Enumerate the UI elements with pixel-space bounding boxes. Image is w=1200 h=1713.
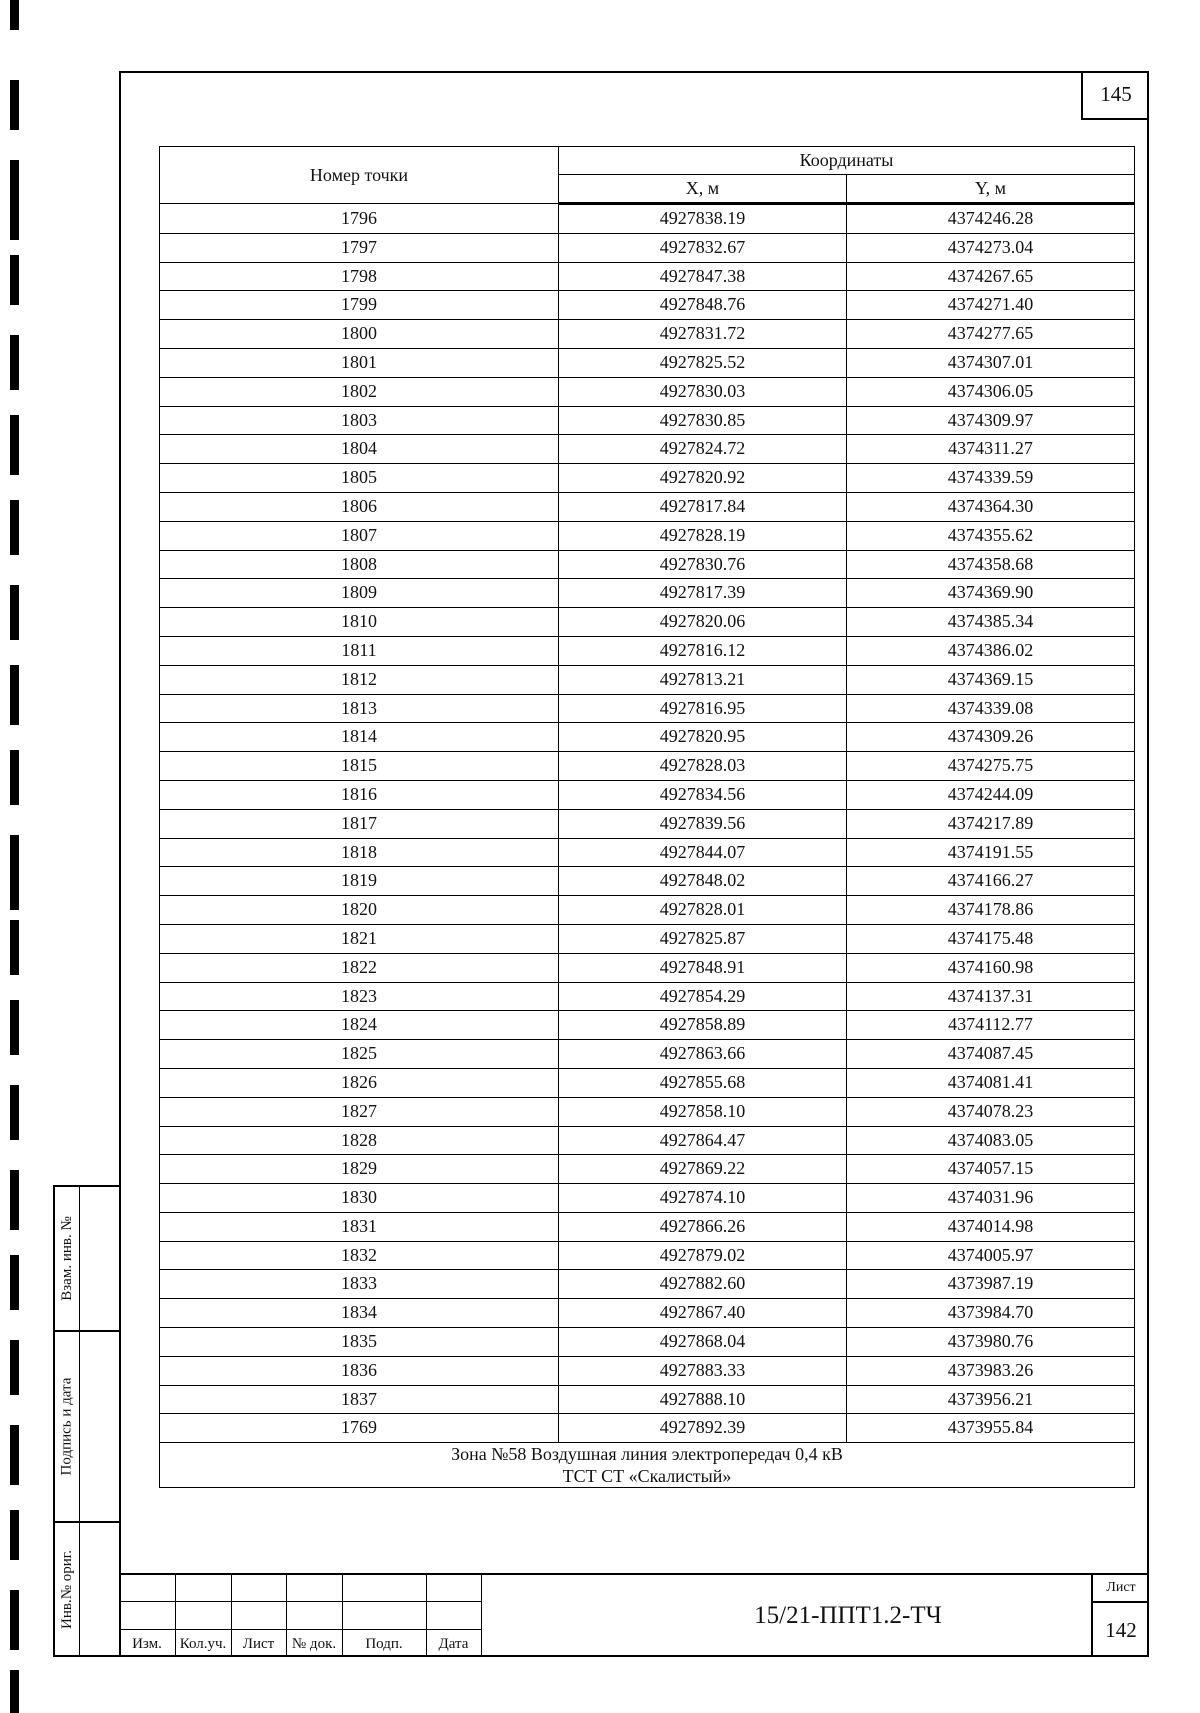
table-row [160, 262, 1135, 291]
point-number-cell: 1817 [160, 809, 559, 838]
y-coordinate-cell: 4374191.55 [847, 838, 1135, 867]
y-coordinate-cell: 4374217.89 [847, 809, 1135, 838]
x-coordinate-cell: 4927831.72 [559, 320, 847, 349]
y-coordinate-cell: 4373980.76 [847, 1328, 1135, 1357]
point-number-cell: 1811 [160, 636, 559, 665]
table-row [160, 982, 1135, 1011]
y-coordinate-cell: 4374355.62 [847, 521, 1135, 550]
point-number-cell: 1824 [160, 1011, 559, 1040]
table-row [160, 377, 1135, 406]
table-row [160, 1068, 1135, 1097]
x-coordinate-cell: 4927858.89 [559, 1011, 847, 1040]
x-coordinate-cell: 4927828.19 [559, 521, 847, 550]
y-coordinate-cell: 4374369.15 [847, 665, 1135, 694]
point-number-cell: 1826 [160, 1068, 559, 1097]
table-row [160, 291, 1135, 320]
y-coordinate-cell: 4374309.26 [847, 723, 1135, 752]
x-coordinate-cell: 4927816.12 [559, 636, 847, 665]
y-coordinate-cell: 4374307.01 [847, 348, 1135, 377]
point-number-cell: 1806 [160, 492, 559, 521]
x-coordinate-cell: 4927830.03 [559, 377, 847, 406]
y-coordinate-cell: 4374267.65 [847, 262, 1135, 291]
table-row [160, 406, 1135, 435]
stamp-inv-orig [53, 1521, 119, 1657]
table-row [160, 1011, 1135, 1040]
sheet-number: 142 [1105, 1617, 1137, 1642]
table-row [160, 723, 1135, 752]
header-coordinates: Координаты [559, 147, 1135, 175]
point-number-cell: 1799 [160, 291, 559, 320]
table-row [160, 1040, 1135, 1069]
header-y: Y, м [847, 175, 1135, 204]
y-coordinate-cell: 4374057.15 [847, 1155, 1135, 1184]
table-row [160, 953, 1135, 982]
table-row [160, 521, 1135, 550]
x-coordinate-cell: 4927824.72 [559, 435, 847, 464]
y-coordinate-cell: 4374246.28 [847, 204, 1135, 234]
zone-caption-line2: ТСТ СТ «Скалистый» [562, 1466, 732, 1487]
y-coordinate-cell: 4374175.48 [847, 924, 1135, 953]
y-coordinate-cell: 4374005.97 [847, 1241, 1135, 1270]
y-coordinate-cell: 4374244.09 [847, 780, 1135, 809]
col-list: Лист [242, 1636, 275, 1652]
table-row [160, 320, 1135, 349]
table-row [160, 1212, 1135, 1241]
point-number-cell: 1800 [160, 320, 559, 349]
table-row [160, 1385, 1135, 1414]
point-number-cell: 1834 [160, 1299, 559, 1328]
point-number-cell: 1812 [160, 665, 559, 694]
y-coordinate-cell: 4374339.59 [847, 464, 1135, 493]
table-row [160, 1126, 1135, 1155]
x-coordinate-cell: 4927825.52 [559, 348, 847, 377]
table-row [160, 550, 1135, 579]
y-coordinate-cell: 4374273.04 [847, 233, 1135, 262]
y-coordinate-cell: 4374358.68 [847, 550, 1135, 579]
point-number-cell: 1821 [160, 924, 559, 953]
table-row [160, 464, 1135, 493]
x-coordinate-cell: 4927834.56 [559, 780, 847, 809]
x-coordinate-cell: 4927838.19 [559, 204, 847, 234]
point-number-cell: 1818 [160, 838, 559, 867]
y-coordinate-cell: 4374275.75 [847, 752, 1135, 781]
point-number-cell: 1796 [160, 204, 559, 234]
x-coordinate-cell: 4927828.03 [559, 752, 847, 781]
point-number-cell: 1808 [160, 550, 559, 579]
table-row [160, 1097, 1135, 1126]
table-row [160, 1328, 1135, 1357]
y-coordinate-cell: 4373984.70 [847, 1299, 1135, 1328]
point-number-cell: 1830 [160, 1184, 559, 1213]
x-coordinate-cell: 4927820.95 [559, 723, 847, 752]
x-coordinate-cell: 4927866.26 [559, 1212, 847, 1241]
x-coordinate-cell: 4927848.02 [559, 867, 847, 896]
table-row [160, 924, 1135, 953]
x-coordinate-cell: 4927858.10 [559, 1097, 847, 1126]
x-coordinate-cell: 4927848.76 [559, 291, 847, 320]
header-x: X, м [559, 175, 847, 204]
point-number-cell: 1810 [160, 608, 559, 637]
table-row [160, 636, 1135, 665]
table-row [160, 1241, 1135, 1270]
coordinates-table [159, 146, 1135, 1488]
x-coordinate-cell: 4927854.29 [559, 982, 847, 1011]
table-row [160, 1356, 1135, 1385]
stamp-inv-orig-label: Инв.№ ориг. [58, 1549, 75, 1629]
y-coordinate-cell: 4374339.08 [847, 694, 1135, 723]
document-code: 15/21-ППТ1.2-ТЧ [754, 1602, 942, 1629]
x-coordinate-cell: 4927848.91 [559, 953, 847, 982]
table-row [160, 579, 1135, 608]
point-number-cell: 1837 [160, 1385, 559, 1414]
x-coordinate-cell: 4927839.56 [559, 809, 847, 838]
table-row [160, 780, 1135, 809]
point-number-cell: 1797 [160, 233, 559, 262]
table-row [160, 1270, 1135, 1299]
x-coordinate-cell: 4927820.92 [559, 464, 847, 493]
table-row [160, 348, 1135, 377]
point-number-cell: 1798 [160, 262, 559, 291]
col-izm: Изм. [132, 1636, 162, 1652]
x-coordinate-cell: 4927825.87 [559, 924, 847, 953]
zone-caption [160, 1443, 1135, 1488]
stamp-podpis-data [53, 1330, 119, 1523]
col-podp: Подп. [365, 1636, 403, 1652]
y-coordinate-cell: 4374306.05 [847, 377, 1135, 406]
x-coordinate-cell: 4927817.39 [559, 579, 847, 608]
point-number-cell: 1814 [160, 723, 559, 752]
y-coordinate-cell: 4374160.98 [847, 953, 1135, 982]
point-number-cell: 1819 [160, 867, 559, 896]
point-number-cell: 1833 [160, 1270, 559, 1299]
point-number-cell: 1809 [160, 579, 559, 608]
stamp-vzam-inv-label: Взам. инв. № [58, 1216, 75, 1301]
y-coordinate-cell: 4373983.26 [847, 1356, 1135, 1385]
sheet-label: Лист [1093, 1575, 1149, 1603]
x-coordinate-cell: 4927820.06 [559, 608, 847, 637]
point-number-cell: 1804 [160, 435, 559, 464]
stamp-podpis-data-label: Подпись и дата [58, 1377, 75, 1476]
point-number-cell: 1820 [160, 896, 559, 925]
x-coordinate-cell: 4927874.10 [559, 1184, 847, 1213]
y-coordinate-cell: 4374277.65 [847, 320, 1135, 349]
y-coordinate-cell: 4374166.27 [847, 867, 1135, 896]
x-coordinate-cell: 4927844.07 [559, 838, 847, 867]
sheet-box [1091, 1575, 1149, 1657]
table-row [160, 838, 1135, 867]
x-coordinate-cell: 4927828.01 [559, 896, 847, 925]
point-number-cell: 1832 [160, 1241, 559, 1270]
point-number-cell: 1823 [160, 982, 559, 1011]
table-row [160, 608, 1135, 637]
x-coordinate-cell: 4927879.02 [559, 1241, 847, 1270]
x-coordinate-cell: 4927813.21 [559, 665, 847, 694]
point-number-cell: 1816 [160, 780, 559, 809]
y-coordinate-cell: 4374369.90 [847, 579, 1135, 608]
table-row [160, 233, 1135, 262]
y-coordinate-cell: 4373987.19 [847, 1270, 1135, 1299]
y-coordinate-cell: 4374083.05 [847, 1126, 1135, 1155]
y-coordinate-cell: 4373955.84 [847, 1414, 1135, 1443]
point-number-cell: 1805 [160, 464, 559, 493]
x-coordinate-cell: 4927892.39 [559, 1414, 847, 1443]
point-number-cell: 1803 [160, 406, 559, 435]
point-number-cell: 1827 [160, 1097, 559, 1126]
x-coordinate-cell: 4927816.95 [559, 694, 847, 723]
x-coordinate-cell: 4927855.68 [559, 1068, 847, 1097]
x-coordinate-cell: 4927867.40 [559, 1299, 847, 1328]
y-coordinate-cell: 4374364.30 [847, 492, 1135, 521]
point-number-cell: 1802 [160, 377, 559, 406]
x-coordinate-cell: 4927864.47 [559, 1126, 847, 1155]
y-coordinate-cell: 4373956.21 [847, 1385, 1135, 1414]
table-row [160, 1184, 1135, 1213]
table-row [160, 435, 1135, 464]
table-row [160, 1155, 1135, 1184]
point-number-cell: 1813 [160, 694, 559, 723]
y-coordinate-cell: 4374081.41 [847, 1068, 1135, 1097]
point-number-cell: 1836 [160, 1356, 559, 1385]
table-row [160, 1414, 1135, 1443]
y-coordinate-cell: 4374087.45 [847, 1040, 1135, 1069]
x-coordinate-cell: 4927830.76 [559, 550, 847, 579]
point-number-cell: 1815 [160, 752, 559, 781]
table-row [160, 694, 1135, 723]
point-number-cell: 1835 [160, 1328, 559, 1357]
y-coordinate-cell: 4374309.97 [847, 406, 1135, 435]
table-row [160, 896, 1135, 925]
point-number-cell: 1828 [160, 1126, 559, 1155]
x-coordinate-cell: 4927868.04 [559, 1328, 847, 1357]
y-coordinate-cell: 4374014.98 [847, 1212, 1135, 1241]
col-data: Дата [438, 1636, 469, 1652]
col-kol-uch: Кол.уч. [179, 1636, 227, 1652]
zone-caption-line1: Зона №58 Воздушная линия электропередач 0,4 кВ [451, 1444, 843, 1465]
y-coordinate-cell: 4374112.77 [847, 1011, 1135, 1040]
header-point-number: Номер точки [160, 147, 559, 204]
x-coordinate-cell: 4927888.10 [559, 1385, 847, 1414]
x-coordinate-cell: 4927832.67 [559, 233, 847, 262]
x-coordinate-cell: 4927863.66 [559, 1040, 847, 1069]
point-number-cell: 1822 [160, 953, 559, 982]
x-coordinate-cell: 4927847.38 [559, 262, 847, 291]
y-coordinate-cell: 4374137.31 [847, 982, 1135, 1011]
y-coordinate-cell: 4374078.23 [847, 1097, 1135, 1126]
point-number-cell: 1825 [160, 1040, 559, 1069]
y-coordinate-cell: 4374385.34 [847, 608, 1135, 637]
col-n-dok: № док. [291, 1636, 337, 1652]
x-coordinate-cell: 4927883.33 [559, 1356, 847, 1385]
table-row [160, 1299, 1135, 1328]
point-number-cell: 1831 [160, 1212, 559, 1241]
table-row [160, 492, 1135, 521]
table-row [160, 809, 1135, 838]
table-row [160, 665, 1135, 694]
table-row [160, 752, 1135, 781]
y-coordinate-cell: 4374311.27 [847, 435, 1135, 464]
point-number-cell: 1807 [160, 521, 559, 550]
page-number: 145 [1081, 71, 1149, 120]
point-number-cell: 1801 [160, 348, 559, 377]
table-row [160, 204, 1135, 234]
x-coordinate-cell: 4927882.60 [559, 1270, 847, 1299]
x-coordinate-cell: 4927830.85 [559, 406, 847, 435]
title-block [119, 1573, 1149, 1657]
table-body [160, 204, 1135, 1443]
table-row [160, 867, 1135, 896]
x-coordinate-cell: 4927869.22 [559, 1155, 847, 1184]
y-coordinate-cell: 4374031.96 [847, 1184, 1135, 1213]
point-number-cell: 1829 [160, 1155, 559, 1184]
x-coordinate-cell: 4927817.84 [559, 492, 847, 521]
stamp-vzam-inv [53, 1185, 119, 1332]
y-coordinate-cell: 4374386.02 [847, 636, 1135, 665]
y-coordinate-cell: 4374178.86 [847, 896, 1135, 925]
y-coordinate-cell: 4374271.40 [847, 291, 1135, 320]
point-number-cell: 1769 [160, 1414, 559, 1443]
